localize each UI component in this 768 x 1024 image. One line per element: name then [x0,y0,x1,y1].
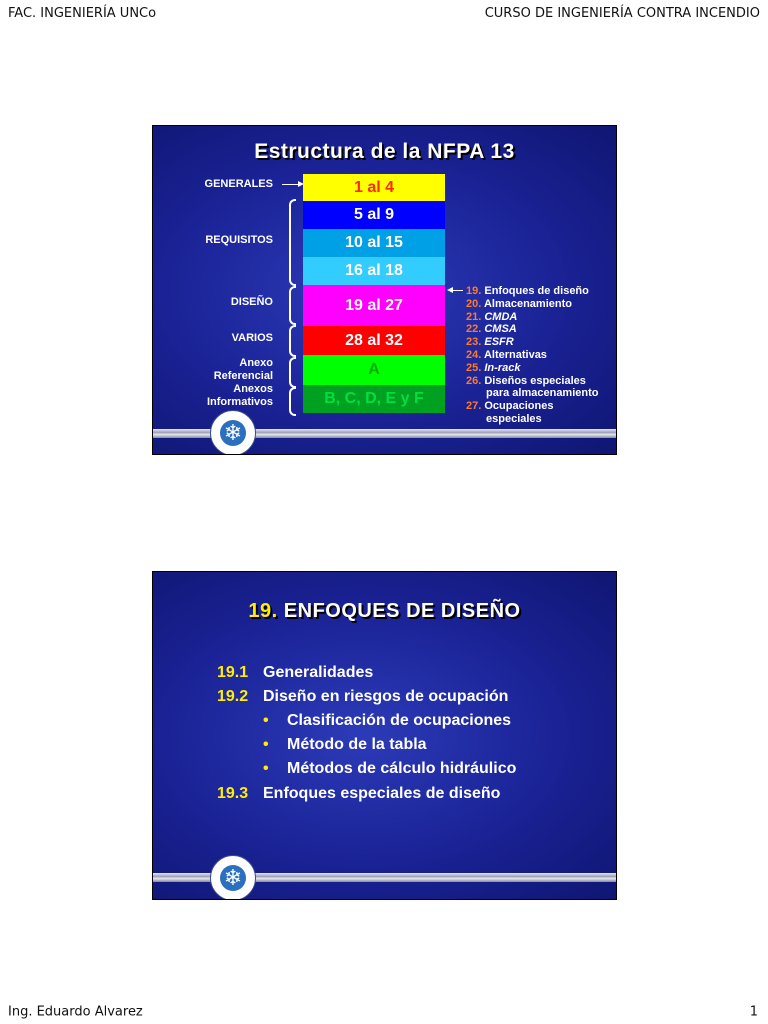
chapter-list-item: 24. Alternativas [466,349,547,361]
slide-design-approaches [152,571,617,900]
brace-anexo [289,357,296,388]
subitem-tabla: • Método de la tabla [263,736,427,753]
chapter-block: 1 al 4 [303,174,445,201]
university-logo [210,855,256,900]
footer-author: Ing. Eduardo Alvarez [8,1004,143,1020]
category-diseno: DISEÑO [230,296,273,308]
category-varios: VARIOS [231,332,273,344]
chapter-block: 19 al 27 [303,285,445,326]
snowflake-icon: ❄ [223,865,243,890]
chapter-list-item: 27. Ocupaciones [466,400,554,413]
bullet-icon: • [263,712,269,729]
category-generales: GENERALES [204,178,273,190]
chapter-list-item: 21. CMDA [466,310,518,323]
category-anexo: Anexo [239,357,273,369]
chapter-list-item: 19. Enfoques de diseño [466,285,589,297]
item-19-2: 19.2 Diseño en riesgos de ocupación [217,688,509,705]
chapter-block: A [303,355,445,385]
item-19-1: 19.1 Generalidades [217,664,374,681]
university-logo [210,410,256,455]
chapters-arrowhead [447,287,453,293]
slide2-title-text: ENFOQUES DE DISEÑO [283,600,521,622]
chapters-arrow [453,290,463,291]
chapter-block: 5 al 9 [303,201,445,229]
brace-anexos [289,387,296,416]
category-anexos: Anexos [233,383,273,395]
subitem-clasificacion: • Clasificación de ocupaciones [263,712,512,729]
brace-varios [289,325,296,357]
chapter-block: 10 al 15 [303,229,445,257]
chapter-block: 28 al 32 [303,326,445,355]
item-19-3: 19.3 Enfoques especiales de diseño [217,785,501,802]
category-requisitos: REQUISITOS [205,234,273,246]
header-right: CURSO DE INGENIERÍA CONTRA INCENDIO [484,6,760,21]
bullet-icon: • [263,736,269,753]
chapter-list-item: 23. ESFR [466,336,514,349]
chapter-list-item: 25. In-rack [466,361,521,374]
chapter-list-item: para almacenamiento [486,387,599,400]
chapter-list-item: 26. Diseños especiales [466,374,586,387]
slide2-title [153,600,616,623]
category-referencial: Referencial [213,370,273,382]
generales-arrow [282,184,298,185]
footer-page-number: 1 [749,1004,758,1020]
slide1-title: Estructura de la NFPA 13 [254,140,515,163]
header-left: FAC. INGENIERÍA UNCo [8,6,157,21]
brace-diseno [289,286,296,325]
chapter-block: B, C, D, E y F [303,385,445,413]
slide-structure [152,125,617,455]
category-informativos: Informativos [206,396,273,408]
chapter-list-item: 20. Almacenamiento [466,297,572,310]
brace-requisitos [289,199,296,286]
chapter-list-item: especiales [486,413,542,425]
chapter-block: 16 al 18 [303,257,445,285]
slide2-title-number: 19. [248,600,278,622]
snowflake-icon: ❄ [223,420,243,445]
chapter-list-item: 22. CMSA [466,323,517,336]
subitem-hidraulico: • Métodos de cálculo hidráulico [263,760,517,777]
bullet-icon: • [263,760,269,777]
